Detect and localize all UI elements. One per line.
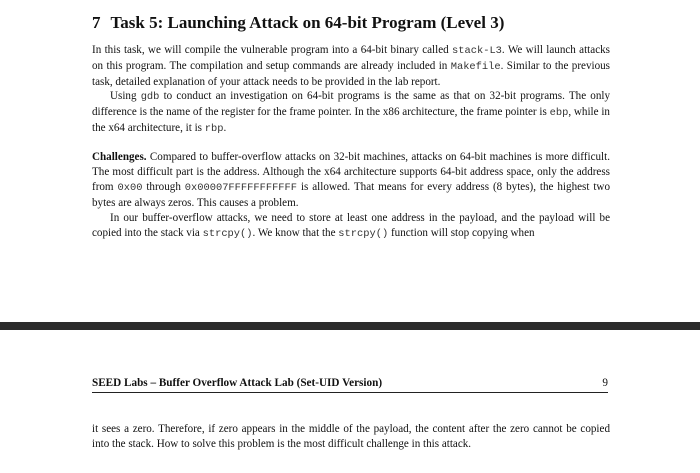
buffer-text-1: In our buffer-overflow attacks, we need to store at least one address in the payload, and the payload will be copied into the stack via <box>92 212 610 239</box>
intro-paragraph <box>92 43 610 90</box>
code-ebp: ebp <box>549 107 569 119</box>
buffer-text-2: . We know that the <box>252 227 339 239</box>
section-title: Task 5: Launching Attack on 64-bit Program (Level 3) <box>110 13 505 32</box>
buffer-text-3: function will stop copying when <box>388 227 535 239</box>
page-number: 9 <box>602 377 608 389</box>
code-stack-l3: stack-L3 <box>452 45 502 57</box>
gdb-paragraph <box>92 89 610 137</box>
running-header-title: SEED Labs – Buffer Overflow Attack Lab (Set-UID Version) <box>92 377 383 389</box>
section-number: 7 <box>92 13 101 32</box>
code-address-low: 0x00 <box>117 182 143 194</box>
gdb-text-0: Using <box>110 90 141 102</box>
intro-text-2: . We will launch attacks on this program. The compilation and setup commands are already included in <box>92 44 610 72</box>
document-page-bottom <box>0 330 700 473</box>
continuation-paragraph: it sees a zero. Therefore, if zero appears in the middle of the payload, the content after the zero cannot be copied into the stack. How to solve this problem is the most difficult challenge in this attack. <box>92 423 610 450</box>
challenges-label: Challenges. <box>92 151 147 163</box>
code-strcpy-2: strcpy() <box>338 228 389 240</box>
challenges-text-3: is allowed. That means for every address (8 bytes), the highest two bytes are always zeros. This causes a problem. <box>92 181 610 209</box>
intro-text-1: In this task, we will compile the vulnerable program into a 64-bit binary called <box>92 44 453 56</box>
challenges-text-2: through <box>142 181 185 193</box>
code-makefile: Makefile <box>450 61 501 73</box>
code-address-high: 0x00007FFFFFFFFFFF <box>184 182 298 194</box>
gdb-text-2: , while in the x64 architecture, it is <box>92 106 610 134</box>
section-heading <box>92 13 504 33</box>
challenges-paragraph <box>92 150 610 211</box>
intro-text-3: . Similar to the previous task, detailed explanation of your attack needs to be provided in the lab report. <box>92 60 610 88</box>
buffer-overflow-paragraph <box>92 211 610 242</box>
gdb-text-3: . <box>223 122 227 134</box>
code-rbp: rbp <box>204 123 224 135</box>
gdb-text-1: to conduct an investigation on 64-bit programs is the same as that on 32-bit programs. The only difference is the name of the register for the frame pointer. In the x86 architecture, the frame pointer is <box>92 90 611 118</box>
running-header <box>92 377 608 393</box>
challenges-text-1: Compared to buffer-overflow attacks on 32-bit machines, attacks on 64-bit machines is more difficult. The most difficult part is the address. Although the x64 architecture supports 64-bit address space, only the address from <box>92 151 610 193</box>
code-gdb: gdb <box>140 91 160 103</box>
code-strcpy-1: strcpy() <box>202 228 253 240</box>
